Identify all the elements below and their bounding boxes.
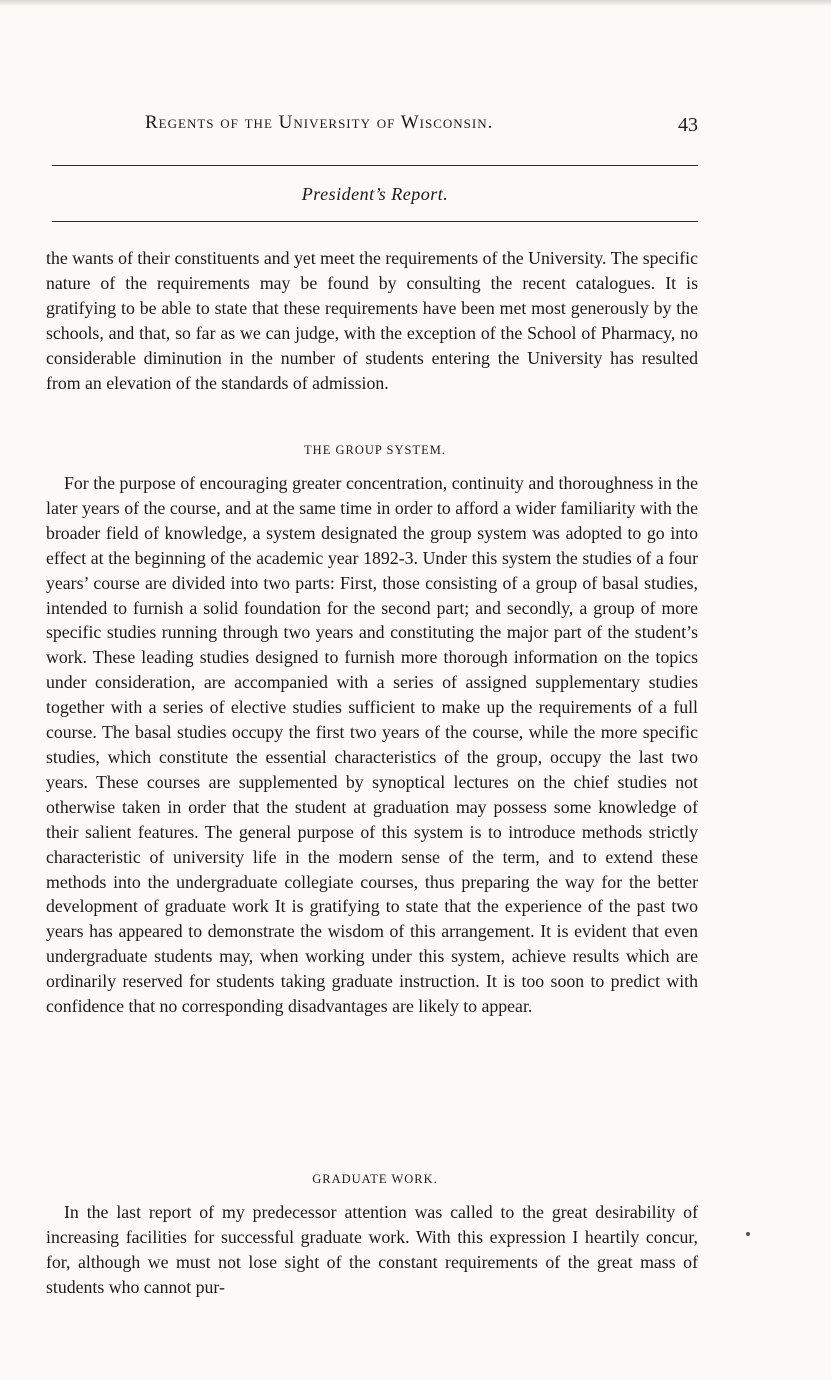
paragraph-graduate-work: In the last report of my predecessor attention was called to the great desirability of increasing facilities for successful graduate work. With this expression I heartily concur, for, although we must not lose sight of the constant requirements of the great mass of students who cannot pur- <box>46 1202 698 1297</box>
heading-group-system: THE GROUP SYSTEM. <box>304 443 446 457</box>
running-head: Regents of the University of Wisconsin. <box>145 112 494 133</box>
paragraph-admission: the wants of their constituents and yet meet the requirements of the University. The specific nature of the requirements may be found by consulting the recent catalogues. It is gratifying to be able to state that these requirements have been met most generously by the schools, and that, so far as we can judge, with the exception of the School of Pharmacy, no considerable diminution in the number of students entering the University has resulted from an elevation of the standards of admission. <box>46 248 698 393</box>
header-rule-bottom <box>52 221 698 222</box>
heading-graduate-work: GRADUATE WORK. <box>312 1172 438 1186</box>
section-heading: President’s Report. <box>301 184 449 204</box>
paragraph-group-system: For the purpose of encouraging greater concentration, continuity and thoroughness in the later years of the course, and at the same time in order to afford a wider familiarity with the broader field of knowledge, a system designated the group system was adopted to go into effect at the beginning of the academic year 1892-3. Under this system the studies of a four years’ course are divided into two parts: First, those consisting of a group of basal studies, intended to furnish a solid foundation for the second part; and secondly, a group of more specific studies running through two years and constituting the major part of the student’s work. These leading studies designed to furnish more thorough information on the topics under consideration, are accompanied with a series of assigned supplementary studies together with a series of elective studies sufficient to make up the requirements of a full course. The basal studies occupy the first two years of the course, while the more specific studies, which constitute the essential characteristics of the group, occupy the last two years. These courses are supplemented by synoptical lectures on the chief studies not otherwise taken in order that the student at graduation may possess some knowledge of their salient features. The general purpose of this system is to introduce methods strictly characteristic of university life in the modern sense of the term, and to extend these methods into the undergraduate collegiate courses, thus preparing the way for the better development of graduate work It is gratifying to state that the experience of the past two years has appeared to demonstrate the wisdom of this arrangement. It is evident that even undergraduate students may, when working under this system, achieve results which are ordinarily reserved for students taking graduate instruction. It is too soon to predict with confidence that no corresponding disadvantages are likely to appear. <box>46 473 698 1017</box>
stray-mark <box>746 1232 750 1236</box>
header-rule-top <box>52 165 698 166</box>
page-top-edge <box>0 0 831 6</box>
page-number: 43 <box>678 114 698 136</box>
